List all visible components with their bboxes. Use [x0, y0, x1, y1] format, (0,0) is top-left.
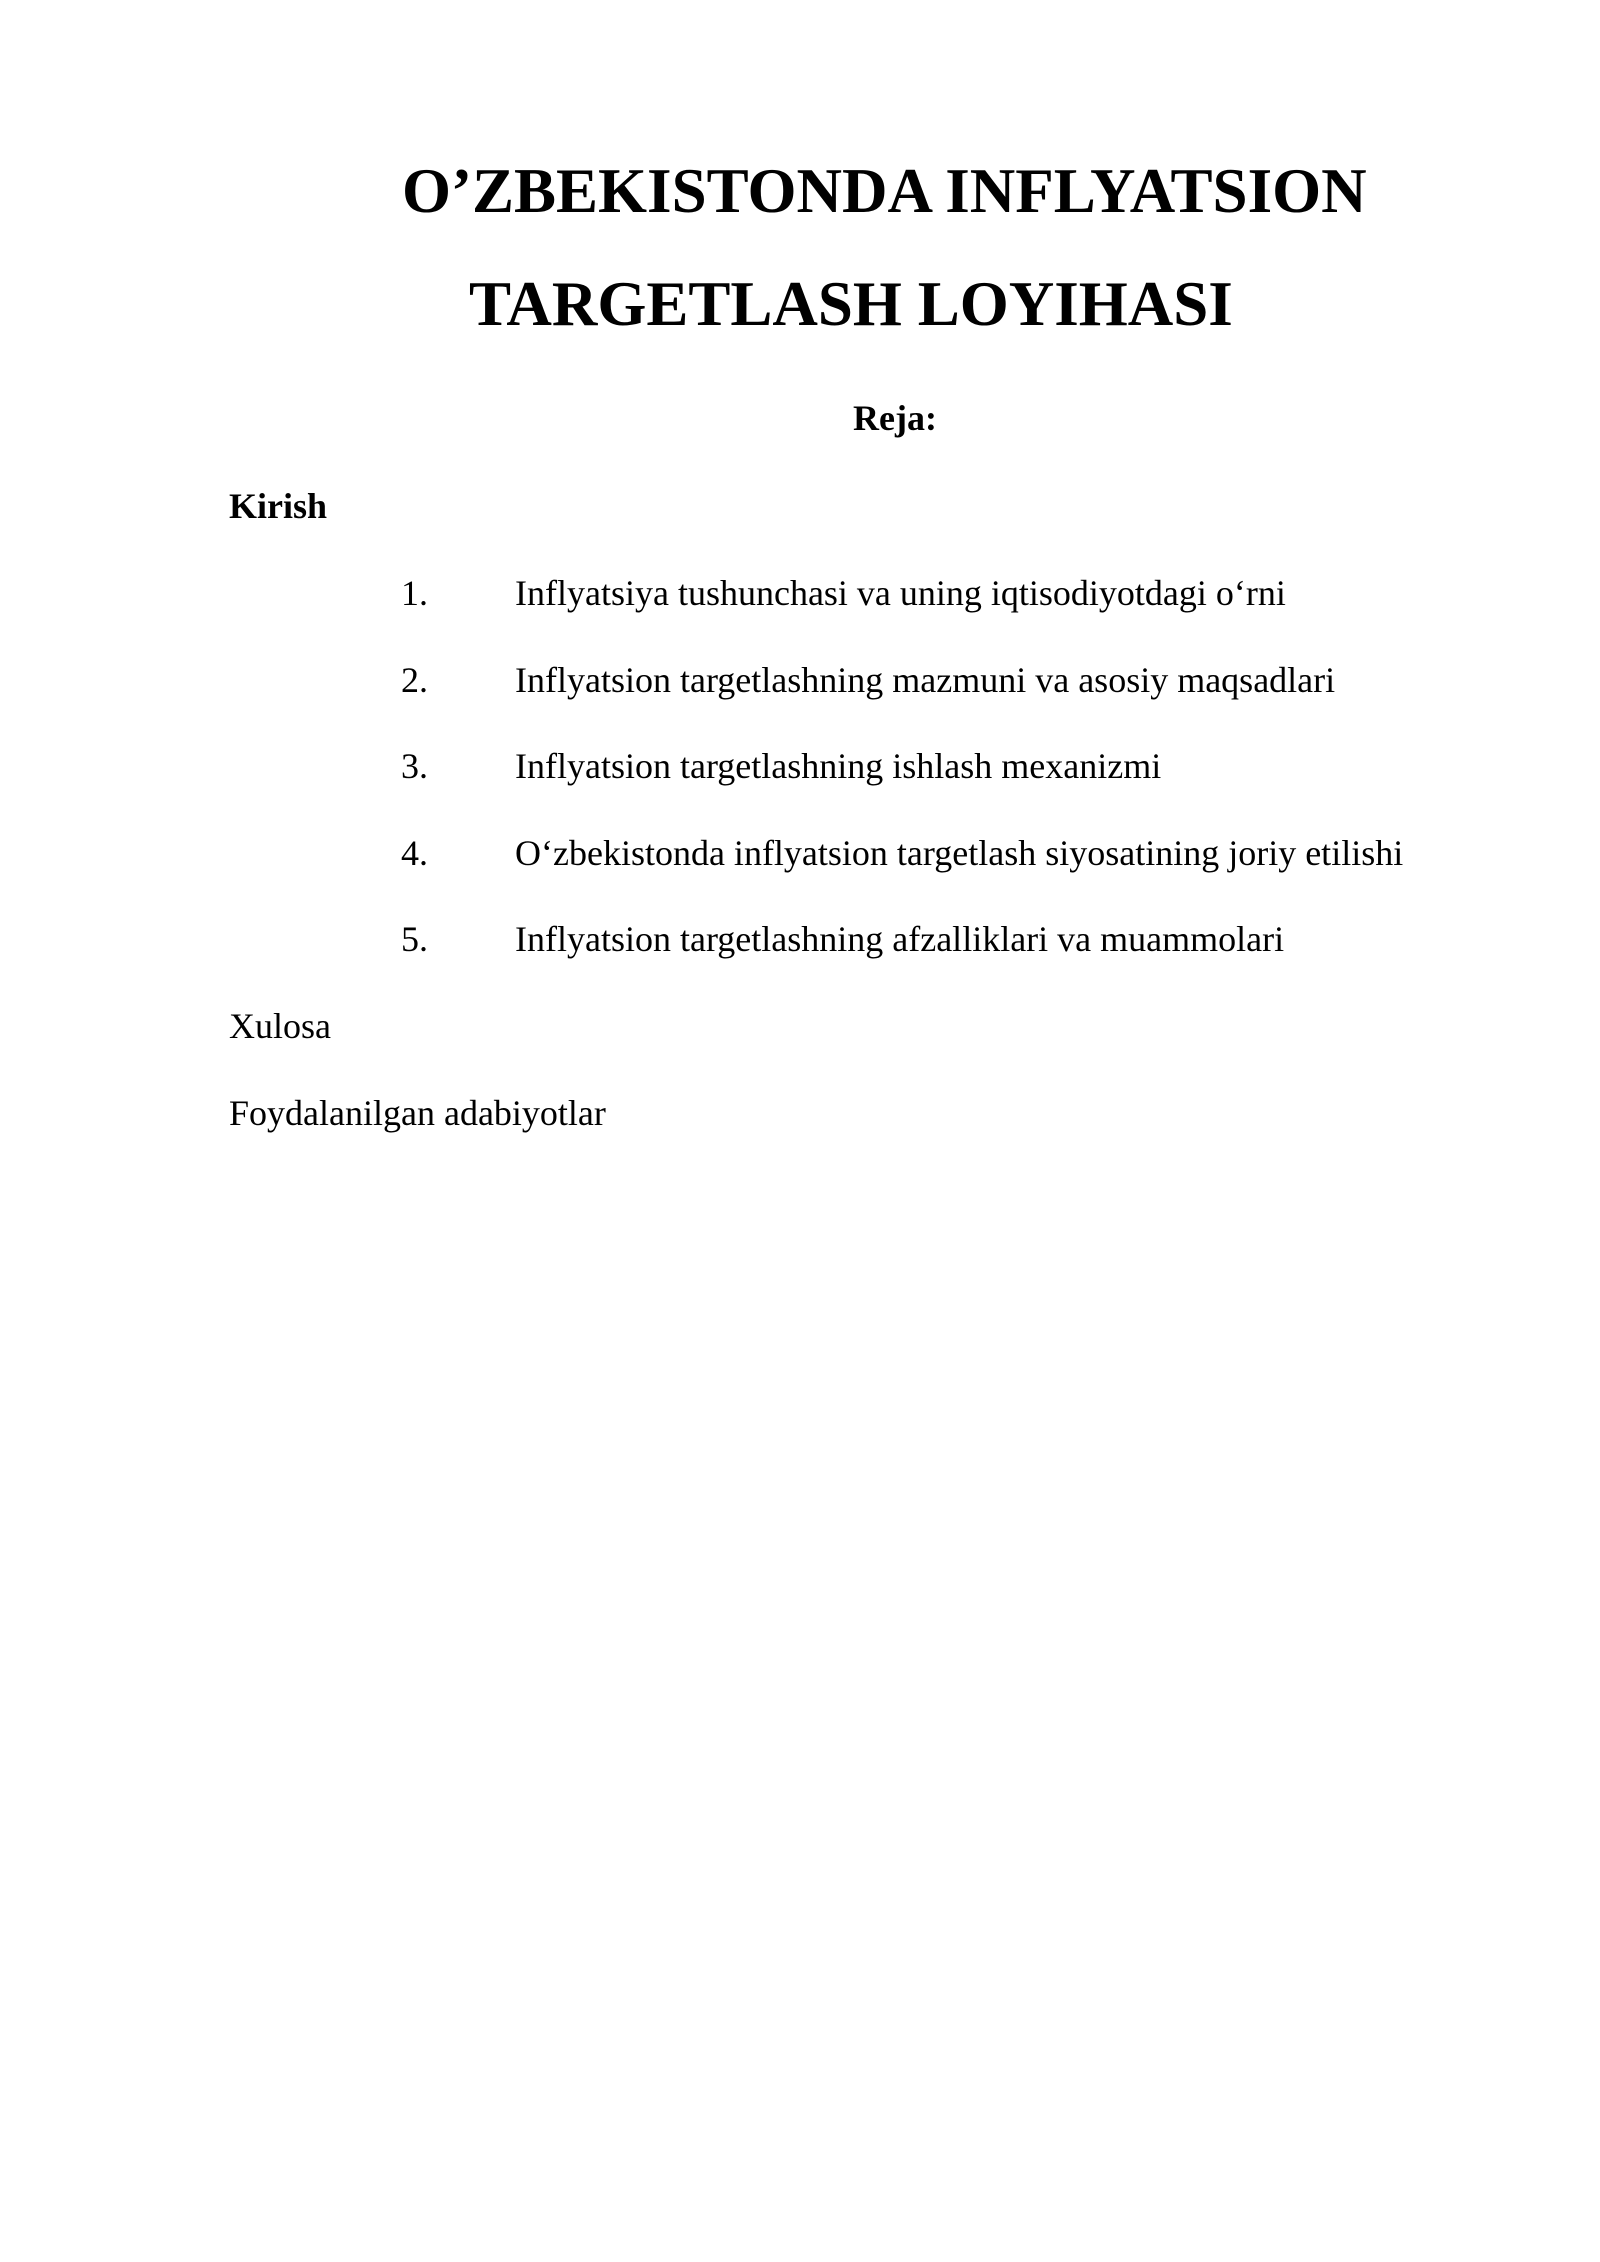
plan-item-number: 2. — [401, 660, 428, 700]
plan-item-text: Inflyatsion targetlashning ishlash mexanizmi — [515, 746, 1162, 786]
document-title-line-2: TARGETLASH LOYIHASI — [469, 269, 1233, 339]
plan-item-text: O‘zbekistonda inflyatsion targetlash siyosatining joriy etilishi — [515, 833, 1404, 873]
plan-heading: Reja: — [853, 398, 937, 438]
intro-heading: Kirish — [229, 486, 328, 526]
conclusion-heading: Xulosa — [229, 1006, 331, 1046]
plan-item-number: 4. — [401, 833, 428, 873]
plan-item-text: Inflyatsion targetlashning mazmuni va asosiy maqsadlari — [515, 660, 1336, 700]
plan-item-number: 3. — [401, 746, 428, 786]
plan-item-text: Inflyatsiya tushunchasi va uning iqtisodiyotdagi o‘rni — [515, 573, 1286, 613]
plan-item-number: 5. — [401, 919, 428, 959]
document-title-line-1: O’ZBEKISTONDA INFLYATSION — [402, 156, 1367, 226]
plan-item-text: Inflyatsion targetlashning afzalliklari va muammolari — [515, 919, 1285, 959]
plan-item-number: 1. — [401, 573, 428, 613]
references-heading: Foydalanilgan adabiyotlar — [229, 1093, 606, 1133]
